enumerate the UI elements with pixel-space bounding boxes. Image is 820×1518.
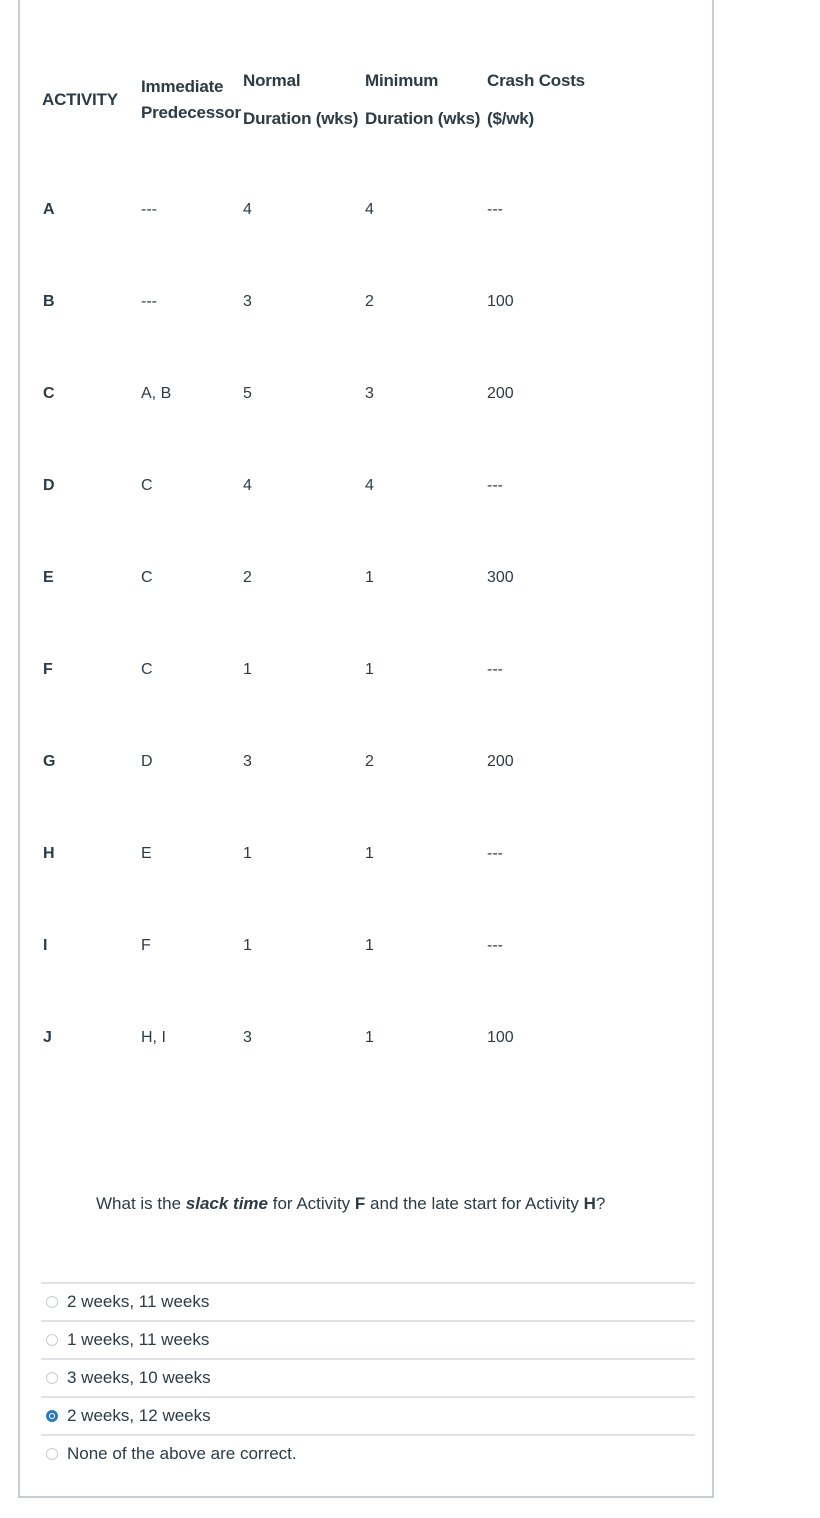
table-row xyxy=(20,385,712,409)
crash-cost-cell: 100 xyxy=(487,1029,514,1046)
crash-cost-cell: --- xyxy=(487,477,503,494)
table-row xyxy=(20,477,712,501)
crash-cost-cell: 200 xyxy=(487,753,514,770)
question-part1: What is the xyxy=(96,1194,186,1213)
predecessor-cell: E xyxy=(141,845,152,862)
header-normal-line2: Duration (wks) xyxy=(243,109,359,128)
table-row xyxy=(20,845,712,869)
predecessor-cell: D xyxy=(141,753,153,770)
crash-cost-cell: --- xyxy=(487,937,503,954)
table-row xyxy=(20,937,712,961)
table-row xyxy=(20,1029,712,1053)
table-row xyxy=(20,293,712,317)
answer-label[interactable]: None of the above are correct. xyxy=(67,1444,297,1463)
header-predecessor-line1: Immediate xyxy=(141,77,224,96)
normal-duration-cell: 1 xyxy=(243,661,252,678)
activity-cell: I xyxy=(43,937,48,954)
normal-duration-cell: 3 xyxy=(243,1029,252,1046)
minimum-duration-cell: 2 xyxy=(365,753,374,770)
predecessor-cell: A, B xyxy=(141,385,172,402)
crash-cost-cell: --- xyxy=(487,845,503,862)
header-crash-line1: Crash Costs xyxy=(487,71,585,90)
header-predecessor-line2: Predecessor xyxy=(141,103,241,122)
answer-option[interactable] xyxy=(41,1282,695,1320)
question-card xyxy=(18,0,714,1498)
answer-option[interactable] xyxy=(41,1434,695,1472)
minimum-duration-cell: 1 xyxy=(365,661,374,678)
question-activity1: F xyxy=(354,1194,366,1213)
predecessor-cell: F xyxy=(141,937,151,954)
predecessor-cell: H, I xyxy=(141,1029,166,1046)
header-crash-line2: ($/wk) xyxy=(487,109,534,128)
answer-option[interactable] xyxy=(41,1320,695,1358)
normal-duration-cell: 3 xyxy=(243,293,252,310)
crash-cost-cell: 300 xyxy=(487,569,514,586)
crash-cost-cell: 100 xyxy=(487,293,514,310)
question-activity2: H xyxy=(583,1194,596,1213)
activity-cell: D xyxy=(43,477,55,494)
normal-duration-cell: 2 xyxy=(243,569,252,586)
answer-label[interactable]: 2 weeks, 12 weeks xyxy=(67,1406,211,1425)
radio-button[interactable] xyxy=(46,1334,58,1346)
predecessor-cell: --- xyxy=(141,293,157,310)
crash-cost-cell: --- xyxy=(487,661,503,678)
normal-duration-cell: 4 xyxy=(243,201,252,218)
header-activity: ACTIVITY xyxy=(42,90,118,109)
radio-button-checked[interactable] xyxy=(46,1410,58,1422)
header-minimum-line2: Duration (wks) xyxy=(365,109,481,128)
radio-button[interactable] xyxy=(46,1448,58,1460)
radio-button[interactable] xyxy=(46,1372,58,1384)
normal-duration-cell: 1 xyxy=(243,845,252,862)
answer-label[interactable]: 2 weeks, 11 weeks xyxy=(67,1292,210,1311)
activity-cell: A xyxy=(43,201,55,218)
minimum-duration-cell: 1 xyxy=(365,845,374,862)
crash-cost-cell: 200 xyxy=(487,385,514,402)
minimum-duration-cell: 4 xyxy=(365,477,374,494)
normal-duration-cell: 3 xyxy=(243,753,252,770)
activity-cell: C xyxy=(43,385,55,402)
question-emphasis: slack time xyxy=(185,1194,268,1213)
table-row xyxy=(20,569,712,593)
minimum-duration-cell: 3 xyxy=(365,385,374,402)
minimum-duration-cell: 4 xyxy=(365,201,374,218)
minimum-duration-cell: 2 xyxy=(365,293,374,310)
table-row xyxy=(20,201,712,225)
crash-cost-cell: --- xyxy=(487,201,503,218)
normal-duration-cell: 1 xyxy=(243,937,252,954)
table-row xyxy=(20,661,712,685)
answer-option-selected[interactable] xyxy=(41,1396,695,1434)
minimum-duration-cell: 1 xyxy=(365,1029,374,1046)
activity-cell: H xyxy=(43,845,55,862)
minimum-duration-cell: 1 xyxy=(365,569,374,586)
predecessor-cell: C xyxy=(141,661,153,678)
answer-label[interactable]: 1 weeks, 11 weeks xyxy=(67,1330,210,1349)
predecessor-cell: C xyxy=(141,477,153,494)
minimum-duration-cell: 1 xyxy=(365,937,374,954)
activity-cell: G xyxy=(43,753,56,770)
activity-cell: B xyxy=(43,293,55,310)
normal-duration-cell: 5 xyxy=(243,385,252,402)
table-row xyxy=(20,753,712,777)
question-part4: ? xyxy=(595,1194,606,1213)
answer-option[interactable] xyxy=(41,1358,695,1396)
normal-duration-cell: 4 xyxy=(243,477,252,494)
activity-cell: F xyxy=(43,661,53,678)
predecessor-cell: C xyxy=(141,569,153,586)
header-normal-line1: Normal xyxy=(243,71,301,90)
activity-cell: E xyxy=(43,569,54,586)
activity-cell: J xyxy=(43,1029,52,1046)
radio-button[interactable] xyxy=(46,1296,58,1308)
predecessor-cell: --- xyxy=(141,201,157,218)
question-part3: and the late start for Activity xyxy=(365,1194,584,1213)
question-part2: for Activity xyxy=(268,1194,355,1213)
header-minimum-line1: Minimum xyxy=(365,71,439,90)
question-text xyxy=(96,1194,605,1214)
answer-label[interactable]: 3 weeks, 10 weeks xyxy=(67,1368,211,1387)
answer-list xyxy=(41,1282,695,1472)
